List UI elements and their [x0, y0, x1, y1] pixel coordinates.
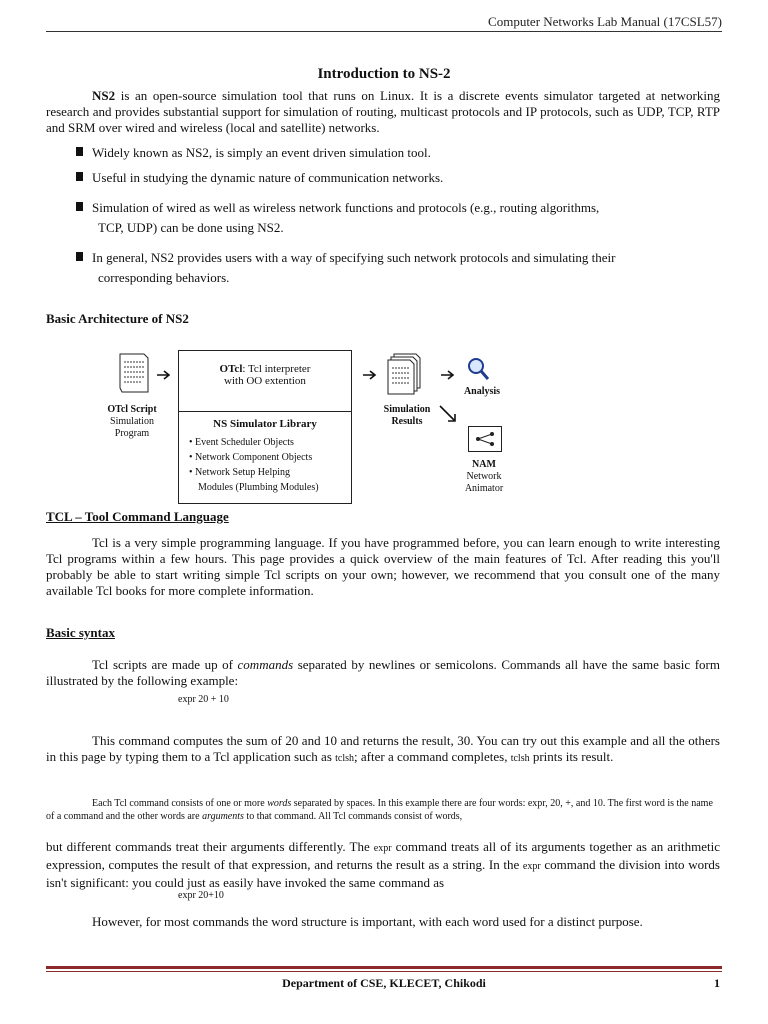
footer-department: Department of CSE, KLECET, Chikodi	[282, 976, 486, 990]
emphasis: arguments	[202, 811, 244, 822]
bullet-text: Widely known as NS2, is simply an event driven simulation tool.	[92, 145, 431, 160]
inline-code: expr	[522, 861, 541, 872]
text-run: Each Tcl command consists of one or more	[92, 798, 268, 809]
otcl-box-label	[179, 363, 351, 387]
bullet-icon	[76, 172, 83, 181]
syntax-paragraph-4	[46, 839, 720, 891]
page-title: Introduction to NS-2	[317, 66, 451, 82]
library-title: NS Simulator Library	[213, 418, 317, 430]
text-run: but different commands treat their arguments differently. The	[46, 839, 374, 854]
inline-code: tclsh	[510, 753, 530, 764]
text-run: to that command. All Tcl commands consist of words,	[243, 811, 463, 822]
page-number: 1	[714, 976, 720, 990]
bullet-icon	[76, 202, 83, 211]
otcl-box-title: OTcl	[219, 363, 243, 375]
text-run: separated by spaces. In this example there are four words:	[291, 798, 528, 809]
code-example-1: expr 20 + 10	[178, 694, 229, 705]
otcl-box-text: : Tcl interpreter	[242, 363, 311, 375]
inline-code: expr, 20, +,	[527, 798, 574, 809]
architecture-diagram	[100, 344, 520, 514]
nam-sub: Animator	[464, 483, 504, 494]
document-icon	[116, 350, 152, 396]
arrow-right-icon	[440, 370, 458, 380]
text-run: Tcl scripts are made up of	[92, 657, 238, 672]
architecture-heading: Basic Architecture of NS2	[46, 311, 189, 326]
nam-title: NAM	[472, 459, 496, 470]
library-list	[189, 435, 319, 495]
header-rule	[46, 31, 722, 32]
bullet-icon	[76, 252, 83, 261]
otcl-script-sub: Program	[114, 428, 150, 439]
bullet-text-cont: corresponding behaviors.	[98, 270, 230, 285]
footer-rule	[46, 966, 722, 969]
bullet-text-block	[92, 248, 726, 288]
bullet-text: In general, NS2 provides users with a way of specifying such network protocols and simulating their	[92, 250, 616, 265]
arrow-diagonal-icon	[438, 404, 460, 426]
otcl-script-sub: Simulation	[110, 416, 154, 427]
nam-sub: Network	[466, 471, 502, 482]
syntax-paragraph-1	[46, 657, 720, 689]
text-run: ; after a command completes,	[354, 749, 511, 764]
ns-core-box	[178, 350, 352, 504]
otcl-script-title: OTcl Script	[107, 404, 157, 415]
manual-title: Computer Networks Lab Manual (17CSL57)	[488, 14, 722, 29]
bullet-text-cont: TCP, UDP) can be done using NS2.	[98, 220, 284, 235]
intro-text: is an open-source simulation tool that runs on Linux. It is a discrete events simulator targeted at networking research and provides substantial support for simulation of routing, multicast protocols and IP protocols, such as UDP, TCP, RTP and SRM over wired and wireless (local and satellite) networks.	[46, 88, 720, 135]
nam-label	[454, 459, 514, 495]
syntax-paragraph-3	[46, 797, 720, 823]
syntax-heading: Basic syntax	[46, 625, 115, 640]
library-item: • Network Setup Helping	[189, 467, 291, 478]
arrow-right-icon	[156, 370, 174, 380]
library-item-text: Event Scheduler Objects	[195, 437, 294, 448]
network-icon	[469, 427, 501, 451]
sim-results-text: Results	[391, 416, 423, 427]
otcl-script-label	[100, 404, 164, 440]
text-run: This command computes the sum of 20 and 10 and returns the result, 30. You can try out this example and all the others in this page by typing them to a Tcl application such as	[46, 733, 720, 764]
library-item-text: Modules (Plumbing Modules)	[198, 482, 319, 493]
text-run: command treats all of its arguments together as an arithmetic expression, computes the result of that expression, and returns the result as a string. In the	[46, 839, 720, 872]
syntax-paragraph-2	[46, 733, 720, 767]
magnifier-icon	[466, 356, 490, 382]
intro-lead: NS2	[92, 88, 116, 103]
library-item-text: Network Component Objects	[195, 452, 313, 463]
inline-code: expr	[373, 843, 392, 854]
tcl-heading: TCL – Tool Command Language	[46, 509, 229, 524]
text-run: command the division into words isn't significant: you could just as easily have invoked the same command as	[46, 857, 720, 890]
tcl-paragraph: Tcl is a very simple programming language. If you have programmed before, you can learn enough to write interesting Tcl programs within a few hours. This page provides a quick overview of the main features of Tcl. After reading this you'll probably be able to start writing simple Tcl scripts on your own; however, we recommend that you consult one of the many available Tcl books for more complete information.	[46, 535, 720, 598]
bullet-text: Simulation of wired as well as wireless network functions and protocols (e.g., routing algorithms,	[92, 200, 600, 215]
syntax-paragraph-5: However, for most commands the word structure is important, with each word used for a distinct purpose.	[92, 914, 643, 929]
text-run: prints its result.	[529, 749, 614, 764]
intro-paragraph	[46, 88, 720, 136]
text-run: and 10. The first word is the name of a command and the other words are	[46, 798, 713, 822]
library-item: • Network Component Objects	[189, 452, 313, 463]
otcl-box-text: with OO extention	[224, 375, 306, 387]
nam-icon	[468, 426, 502, 452]
emphasis: words	[267, 798, 292, 809]
bullet-text: Useful in studying the dynamic nature of communication networks.	[92, 170, 444, 185]
footer-rule	[46, 971, 722, 972]
sim-results-label	[376, 404, 438, 428]
sim-results-text: Simulation	[383, 404, 431, 415]
analysis-label: Analysis	[463, 386, 501, 397]
results-stack-icon	[386, 352, 426, 398]
code-example-2: expr 20+10	[178, 890, 224, 901]
library-item-text: Network Setup Helping	[195, 467, 291, 478]
library-item: • Event Scheduler Objects	[189, 437, 294, 448]
emphasis: commands	[237, 657, 294, 672]
library-item	[189, 480, 319, 495]
inline-code: tclsh	[335, 753, 355, 764]
otcl-box	[179, 351, 351, 412]
bullet-text-block	[92, 198, 726, 238]
bullet-icon	[76, 147, 83, 156]
text-run: separated by newlines or semicolons. Commands all have the same basic form illustrated by the following example:	[46, 657, 720, 688]
arrow-right-icon	[362, 370, 380, 380]
